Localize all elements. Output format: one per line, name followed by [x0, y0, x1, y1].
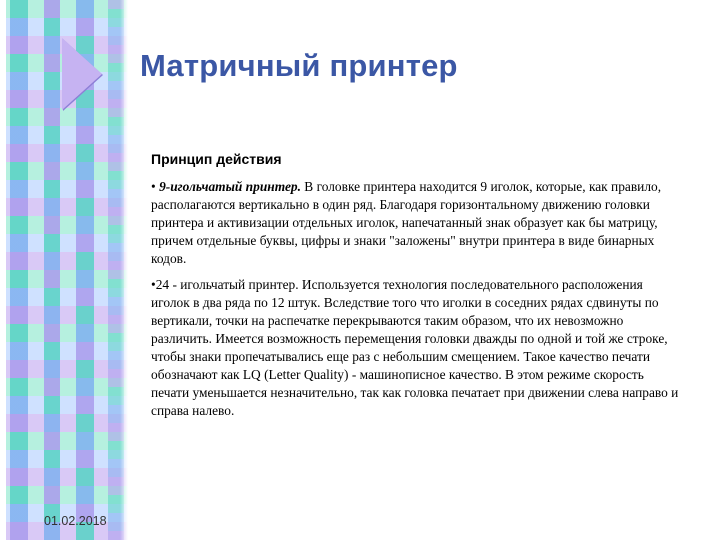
paragraph-24-pin — [151, 276, 683, 420]
band-column-1 — [10, 0, 28, 540]
paragraph-9-pin — [151, 178, 683, 268]
band-column-2 — [44, 0, 60, 540]
paragraph-text: 24 - игольчатый принтер. Используется технология последовательного расположения иголок в два ряда по 12 штук. Вследствие того что иголки в соседних рядах сдвинуты по вертикали, точки на распечатке перекрываются таким образом, что их невозможно различить. Имеется возможность перемещения головки дважды по одной и той же строке, чтобы знаки пропечатывались еще раз с небольшим смещением. Такое качество печати обозначают как LQ (Letter Quality) - машинописное качество. В этом режиме скорость печати уменьшается незначительно, так как головка печатает при движении слева направо и справа налево. — [151, 277, 679, 418]
triangle-decoration-icon — [62, 38, 102, 110]
paragraph-lead: 9-игольчатый принтер. — [159, 179, 301, 194]
bullet-icon: • — [151, 179, 156, 194]
paragraph-text: В головке принтера находится 9 иголок, которые, как правило, располагаются вертикально в один ряд. Благодаря горизонтальному движению головки принтера и активизации отдельных иголок, напечатанный знак образует как бы матрицу, причем отдельные буквы, цифры и знаки "заложены" внутри принтера в виде бинарных кодов. — [151, 179, 662, 266]
slide-date: 01.02.2018 — [44, 514, 107, 528]
slide-title: Матричный принтер — [140, 48, 458, 83]
band-fade — [120, 0, 128, 540]
bullet-icon: • — [151, 277, 156, 292]
slide-subtitle: Принцип действия — [151, 151, 282, 167]
